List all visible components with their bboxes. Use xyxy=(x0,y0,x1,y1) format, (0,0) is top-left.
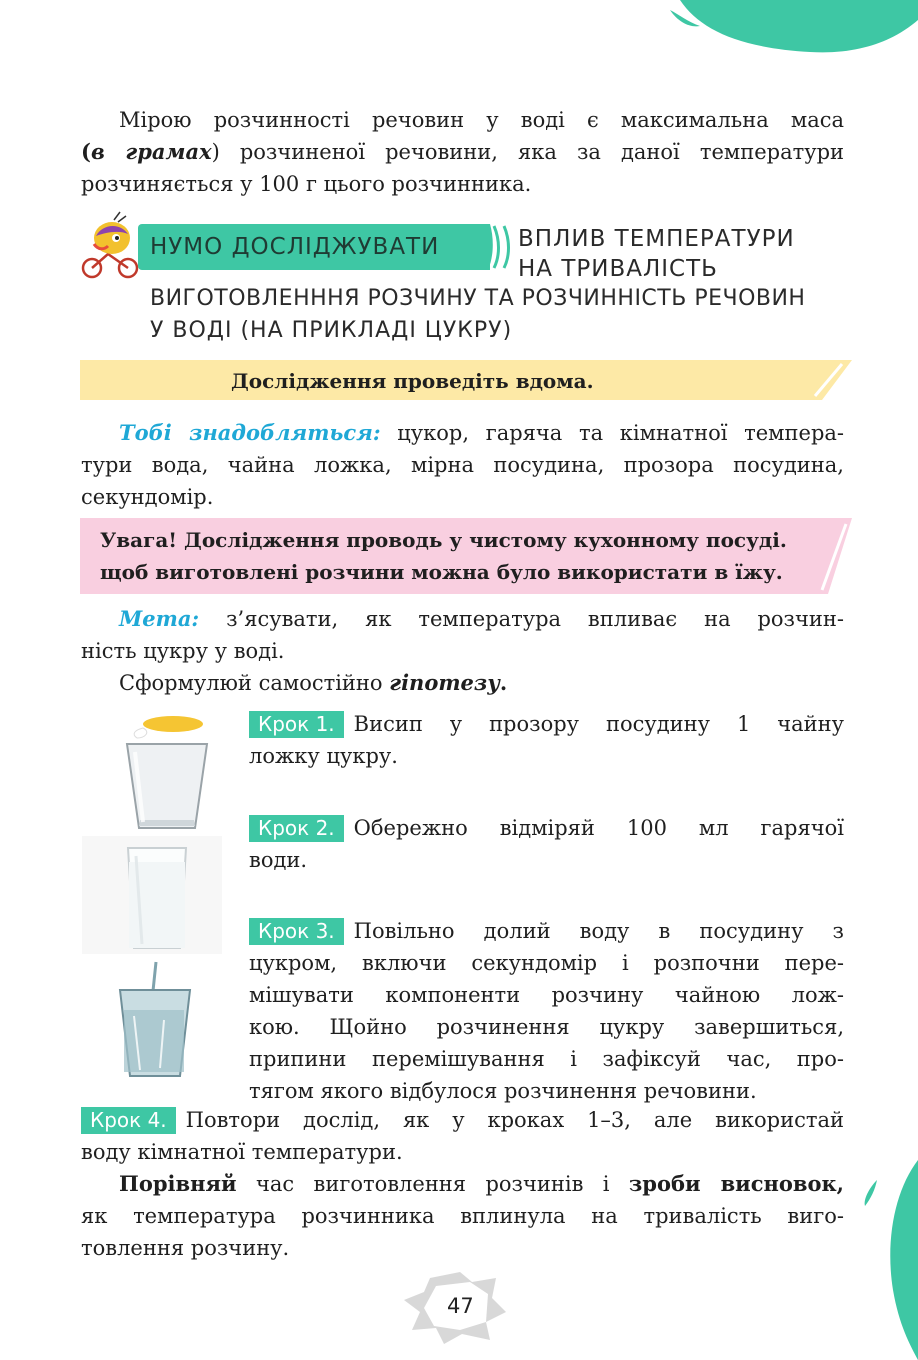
glass-stirring-image xyxy=(110,960,200,1080)
step-2: Крок 2. Обережно відміряй 100 мл гарячої води. xyxy=(249,816,844,872)
home-note-text: Дослідження проведіть вдома. xyxy=(231,369,594,393)
definition-line-3: розчиняється у 100 г цього розчинника. xyxy=(81,172,532,196)
corner-decoration-top xyxy=(660,0,918,60)
step-3-badge: Крок 3. xyxy=(249,918,344,945)
glass-with-water-image xyxy=(82,836,222,954)
step-2-badge: Крок 2. xyxy=(249,815,344,842)
definition-line-2: (в грамах) розчиненої речовини, яка за даної температури xyxy=(81,139,845,164)
goal-paragraph: Мета: з’ясувати, як температура впливає на розчин- ність цукру у воді. xyxy=(81,606,844,663)
step-3: Крок 3. Повільно долий воду в посудину з цукром, включи секундомір і розпочни пере- мішувати компоненти розчину чайною лож- кою. Щойно розчинення цукру завершиться, припини перемішування і зафіксуй час, про- тягом якого відбулося розчинення речовини. xyxy=(249,919,844,1103)
banner-stripes xyxy=(478,224,514,270)
conclusion-paragraph: Порівняй час виготовлення розчинів і зроби висновок, як температура розчинника вплинула на тривалість виго- товлення розчину. xyxy=(81,1171,844,1260)
page-number: 47 xyxy=(447,1294,474,1318)
research-title-line-1: ВПЛИВ ТЕМПЕРАТУРИ xyxy=(518,226,795,252)
materials-paragraph: Тобі знадобляться: цукор, гаряча та кімнатної темпера- тури вода, чайна ложка, мірна посудина, прозора посудина, секундомір. xyxy=(81,420,845,509)
research-title-line-2: НА ТРИВАЛІСТЬ xyxy=(518,256,718,282)
warning-text xyxy=(100,524,835,588)
definition-line-1: Мірою розчинності речовин у воді є максимальна маса xyxy=(119,108,844,132)
hypothesis-line: Сформулюй самостійно гіпотезу. xyxy=(119,670,508,695)
step-4-badge: Крок 4. xyxy=(81,1107,176,1134)
corner-decoration-bottom xyxy=(855,1160,918,1360)
warning-line-2: щоб виготовлені розчини можна було використати в їжу. xyxy=(100,560,783,584)
step-4: Крок 4. Повтори дослід, як у кроках 1–3, але використай воду кімнатної температури. xyxy=(81,1108,844,1164)
research-banner-label: НУМО ДОСЛІДЖУВАТИ xyxy=(150,234,440,260)
step-1-badge: Крок 1. xyxy=(249,711,344,738)
warning-line-1: Увага! Дослідження проводь у чистому кухонному посуді. xyxy=(100,528,787,552)
bicycle-mascot-icon xyxy=(80,210,142,280)
glass-with-spoon-image xyxy=(95,708,220,833)
step-1: Крок 1. Висип у прозору посудину 1 чайну ложку цукру. xyxy=(249,712,844,768)
research-title-line-4: У ВОДІ (НА ПРИКЛАДІ ЦУКРУ) xyxy=(150,318,513,343)
materials-label: Тобі знадобляться: xyxy=(119,420,381,445)
definition-paragraph xyxy=(81,104,844,200)
research-title-line-3: ВИГОТОВЛЕНННЯ РОЗЧИНУ ТА РОЗЧИННІСТЬ РЕЧОВИН xyxy=(150,286,806,311)
goal-label: Мета: xyxy=(119,606,200,631)
